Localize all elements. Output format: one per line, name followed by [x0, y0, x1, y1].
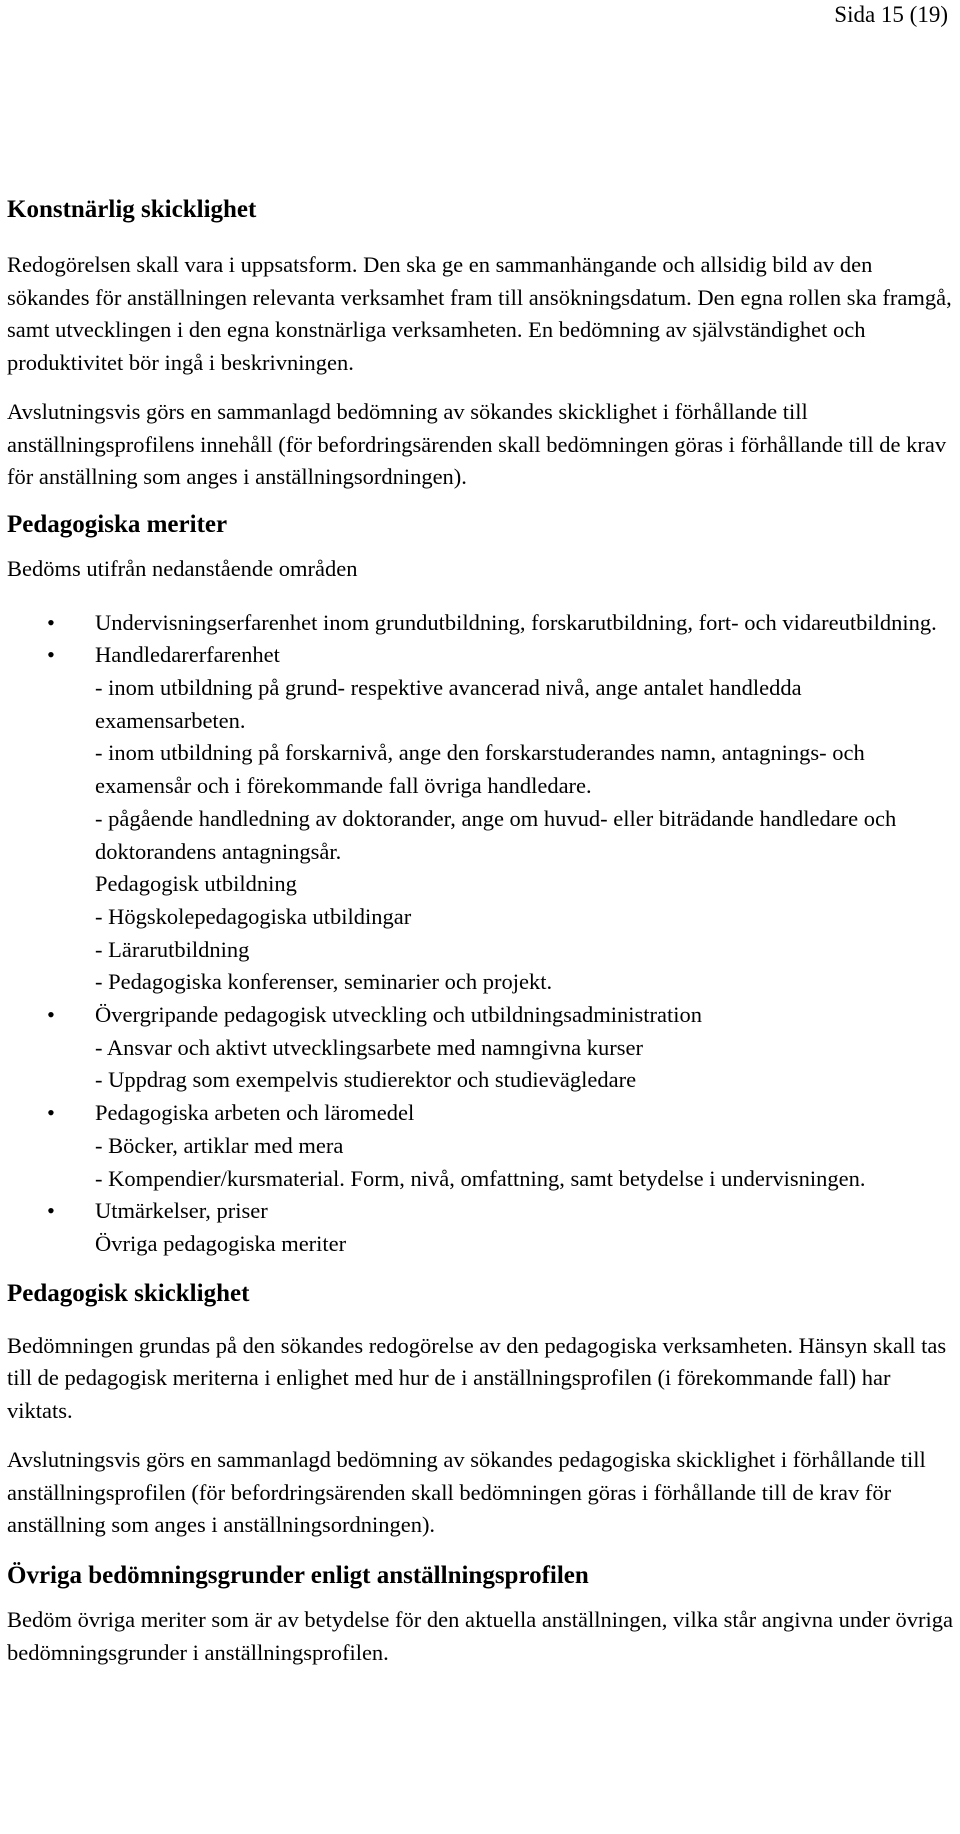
pedagogiska-meriter-list: [7, 607, 955, 1261]
heading-konstnarlig-skicklighet: Konstnärlig skicklighet: [7, 196, 257, 223]
bullet-text: • Utmärkelser, priser: [95, 1198, 268, 1224]
document-body: [7, 193, 955, 1669]
paragraph-pedskick-2: Avslutningsvis görs en sammanlagd bedömning av sökandes pedagogiska skicklighet i förhållande till anställningsprofilen (för befordringsärenden skall bedömningen göras i förhållande till de krav för anställning som anges i anställningsordningen).: [7, 1446, 926, 1538]
bullet-text: • Handledarerfarenhet: [95, 642, 280, 668]
bullet-subline: - inom utbildning på forskarnivå, ange den forskarstuderandes namn, antagnings- och examensår och i förekommande fall övriga handledare.: [95, 740, 865, 799]
list-item: [7, 639, 955, 999]
bullet-subline: Pedagogisk utbildning: [95, 871, 297, 897]
heading-ovriga-bedomningsgrunder: Övriga bedömningsgrunder enligt anställningsprofilen: [7, 1561, 589, 1589]
bullet-subline: - Kompendier/kursmaterial. Form, nivå, omfattning, samt betydelse i undervisningen.: [95, 1165, 866, 1191]
bullet-subline: Övriga pedagogiska meriter: [95, 1230, 347, 1256]
list-item: [7, 607, 955, 640]
heading-pedagogiska-meriter: Pedagogiska meriter: [7, 510, 228, 538]
paragraph-pedmer-intro: Bedöms utifrån nedanstående områden: [7, 555, 358, 581]
bullet-subline: - Lärarutbildning: [95, 936, 250, 962]
heading-pedagogisk-skicklighet: Pedagogisk skicklighet: [7, 1279, 250, 1307]
bullet-subline: - pågående handledning av doktorander, ange om huvud- eller biträdande handledare och doktorandens antagningsår.: [95, 805, 897, 864]
bullet-subline: - Uppdrag som exempelvis studierektor och studievägledare: [95, 1067, 637, 1093]
bullet-subline: - inom utbildning på grund- respektive avancerad nivå, ange antalet handledda examensarbeten.: [95, 675, 802, 733]
paragraph-pedskick-1: Bedömningen grundas på den sökandes redogörelse av den pedagogiska verksamheten. Hänsyn skall tas till de pedagogisk meriterna i enlighet med hur de i anställningsprofilen (i förekommande fall) har viktats.: [7, 1332, 947, 1424]
paragraph-ovriga-1: Bedöm övriga meriter som är av betydelse för den aktuella anställningen, vilka står angivna under övriga bedömningsgrunder i anställningsprofilen.: [7, 1606, 953, 1665]
list-item: [7, 999, 955, 1097]
list-item: [7, 1097, 955, 1195]
bullet-subline: - Högskolepedagogiska utbildingar: [95, 903, 412, 929]
bullet-text: • Övergripande pedagogisk utveckling och utbildningsadministration: [95, 1002, 702, 1028]
list-item: [7, 1195, 955, 1260]
bullet-subline: - Böcker, artiklar med mera: [95, 1132, 344, 1158]
paragraph-konst-2: Avslutningsvis görs en sammanlagd bedömning av sökandes skicklighet i förhållande till anställningsprofilens innehåll (för befordringsärenden skall bedömningen göras i förhållande till de krav för anställning som anges i anställningsordningen).: [7, 398, 947, 490]
page-number: Sida 15 (19): [834, 2, 948, 27]
bullet-subline: - Pedagogiska konferenser, seminarier och projekt.: [95, 969, 553, 995]
paragraph-konst-1: Redogörelsen skall vara i uppsatsform. Den ska ge en sammanhängande och allsidig bild av den sökandes för anställningen relevanta verksamhet fram till ansökningsdatum. Den egna rollen ska framgå, samt utvecklingen i den egna konstnärliga verksamheten. En bedömning av självständighet och produktivitet bör ingå i beskrivningen.: [7, 252, 952, 376]
bullet-text: • Pedagogiska arbeten och läromedel: [95, 1100, 415, 1126]
bullet-subline: - Ansvar och aktivt utvecklingsarbete med namngivna kurser: [95, 1034, 643, 1060]
bullet-text: • Undervisningserfarenhet inom grundutbildning, forskarutbildning, fort- och vidareutbildning.: [95, 609, 937, 635]
